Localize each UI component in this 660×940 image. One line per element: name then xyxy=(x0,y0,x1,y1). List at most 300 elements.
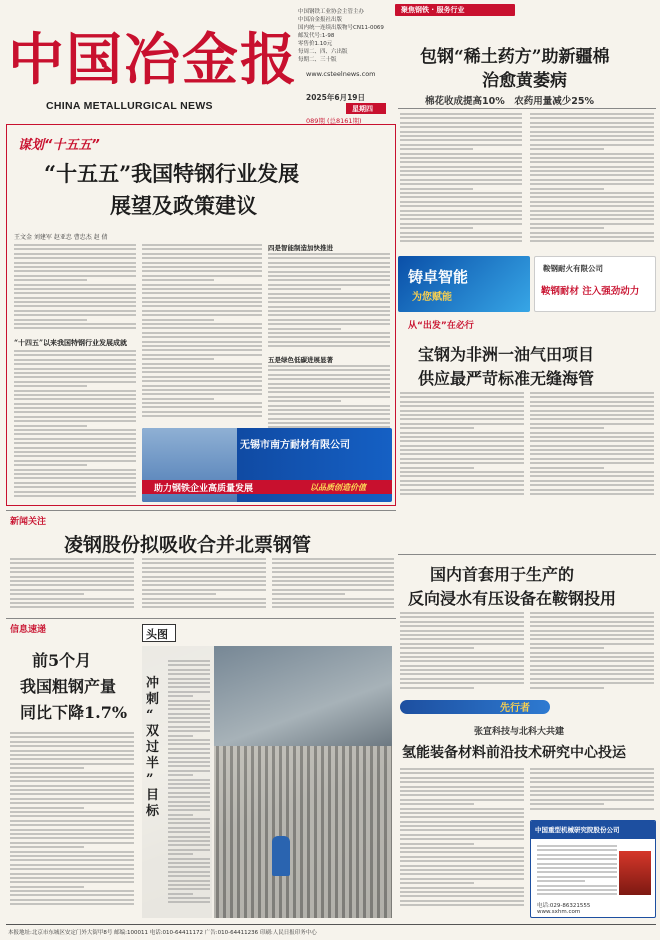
photo-tag: 头图 xyxy=(146,628,168,641)
ad-nanfang-company: 无锡市南方耐材有限公司 xyxy=(240,440,350,451)
text-line xyxy=(10,776,134,778)
text-line xyxy=(400,236,522,238)
text-line xyxy=(10,750,134,752)
pipeline-kicker: 从“出发”在必行 xyxy=(408,321,474,331)
text-line xyxy=(400,401,524,403)
text-line xyxy=(268,310,390,312)
lead-headline-1[interactable]: “十五五”我国特钢行业发展 xyxy=(44,161,300,186)
text-line xyxy=(400,405,524,407)
text-line xyxy=(530,396,654,398)
text-line xyxy=(268,391,390,393)
text-line xyxy=(168,866,210,868)
text-line xyxy=(400,489,524,491)
text-line xyxy=(268,387,390,389)
text-line xyxy=(268,288,341,290)
text-line xyxy=(142,266,262,268)
text-line xyxy=(400,196,522,198)
text-line xyxy=(142,310,262,312)
text-line xyxy=(400,161,522,163)
text-line xyxy=(268,328,341,330)
text-line xyxy=(168,822,210,824)
text-line xyxy=(400,900,524,902)
text-line xyxy=(14,433,136,435)
masthead-logo-en: CHINA METALLURGICAL NEWS xyxy=(46,100,213,112)
text-line xyxy=(400,440,524,442)
text-line xyxy=(400,781,524,783)
text-line xyxy=(400,821,524,823)
text-line xyxy=(14,403,136,405)
masthead-info-line: 零售价1.10元 xyxy=(298,41,333,47)
text-line xyxy=(10,855,134,857)
masthead-info xyxy=(298,8,390,64)
text-line xyxy=(400,183,522,185)
text-line xyxy=(14,350,136,352)
text-line xyxy=(168,796,210,798)
text-line xyxy=(168,748,210,750)
text-line xyxy=(272,580,394,582)
output-headline-1[interactable]: 前5个月 xyxy=(32,651,92,670)
text-line xyxy=(530,126,654,128)
text-line xyxy=(168,884,210,886)
pipeline-headline-1[interactable]: 宝钢为非洲一油气田项目 xyxy=(418,345,595,364)
text-line xyxy=(268,378,390,380)
ling-body xyxy=(10,558,134,611)
text-line xyxy=(10,745,134,747)
text-line xyxy=(14,327,136,329)
text-line xyxy=(400,157,522,159)
ad-heavy-machinery[interactable] xyxy=(530,820,656,918)
text-line xyxy=(530,157,654,159)
text-line xyxy=(400,652,524,654)
text-line xyxy=(142,367,262,369)
text-line xyxy=(168,708,210,710)
text-line xyxy=(142,411,262,413)
text-line xyxy=(168,783,210,785)
pioneer-headline[interactable]: 氢能装备材料前沿技术研究中心投运 xyxy=(402,745,626,761)
text-line xyxy=(142,393,262,395)
text-line xyxy=(168,743,210,745)
text-line xyxy=(142,571,266,573)
text-line xyxy=(537,893,617,895)
text-line xyxy=(400,493,524,495)
pioneer-body xyxy=(400,768,524,909)
text-line xyxy=(14,385,87,387)
ad-nanfang-slogan: 助力钢铁企业高质量发展 xyxy=(154,484,254,494)
text-line xyxy=(530,647,604,649)
text-line xyxy=(530,432,654,434)
text-line xyxy=(10,789,134,791)
text-line xyxy=(10,868,134,870)
text-line xyxy=(268,275,390,277)
text-line xyxy=(10,571,134,573)
text-line xyxy=(530,682,654,684)
text-line xyxy=(530,218,654,220)
text-line xyxy=(14,314,136,316)
text-line xyxy=(14,411,136,413)
text-line xyxy=(530,471,654,473)
text-line xyxy=(142,589,266,591)
text-line xyxy=(530,786,654,788)
text-line xyxy=(400,682,524,684)
text-line xyxy=(530,183,654,185)
text-line xyxy=(530,616,654,618)
text-line xyxy=(530,192,654,194)
text-line xyxy=(268,284,390,286)
text-line xyxy=(530,210,654,212)
text-line xyxy=(400,777,524,779)
text-line xyxy=(400,166,522,168)
text-line xyxy=(168,686,210,688)
equip-headline-2[interactable]: 反向浸水有压设备在鞍钢投用 xyxy=(408,589,617,608)
text-line xyxy=(10,567,134,569)
text-line xyxy=(400,638,524,640)
text-line xyxy=(268,413,390,415)
text-line xyxy=(10,899,134,901)
text-line xyxy=(14,354,136,356)
text-line xyxy=(530,179,654,181)
text-line xyxy=(530,467,604,469)
text-line xyxy=(10,562,134,564)
text-line xyxy=(14,381,136,383)
text-line xyxy=(168,893,193,895)
text-line xyxy=(272,598,394,600)
text-line xyxy=(400,210,522,212)
text-line xyxy=(168,836,210,838)
text-line xyxy=(142,314,262,316)
text-line xyxy=(142,402,262,404)
text-line xyxy=(537,858,617,860)
text-line xyxy=(142,349,262,351)
text-line xyxy=(400,656,524,658)
masthead-issue: 089期 (总8161期) xyxy=(306,117,362,125)
text-line xyxy=(268,409,390,411)
text-line xyxy=(10,811,134,813)
text-line xyxy=(142,593,216,595)
text-line xyxy=(400,634,524,636)
pipeline-body xyxy=(400,392,524,497)
text-line xyxy=(142,580,266,582)
text-line xyxy=(142,358,214,360)
text-line xyxy=(168,717,210,719)
text-line xyxy=(142,598,266,600)
top-story-subhead: 棉花收成提高10% 农药用量减少25% xyxy=(425,96,594,107)
text-line xyxy=(400,873,524,875)
ad-heavy-tel: 电话:029-86321555 xyxy=(537,903,591,909)
text-line xyxy=(530,153,654,155)
text-line xyxy=(530,673,654,675)
text-line xyxy=(10,589,134,591)
text-line xyxy=(168,875,210,877)
text-line xyxy=(530,794,654,796)
text-line xyxy=(530,621,654,623)
text-line xyxy=(530,131,654,133)
text-line xyxy=(530,113,654,115)
text-line xyxy=(537,880,585,882)
text-line xyxy=(14,253,136,255)
text-line xyxy=(537,867,617,869)
text-line xyxy=(10,807,84,809)
text-line xyxy=(168,761,210,763)
text-line xyxy=(14,460,136,462)
text-line xyxy=(168,660,210,662)
equip-headline-1[interactable]: 国内首套用于生产的 xyxy=(430,565,575,584)
ling-headline[interactable]: 凌钢股份拟吸收合并北票钢管 xyxy=(64,534,312,556)
text-line xyxy=(537,876,617,878)
text-line xyxy=(10,802,134,804)
text-line xyxy=(400,621,524,623)
text-line xyxy=(142,288,262,290)
text-line xyxy=(530,480,654,482)
text-line xyxy=(530,493,654,495)
text-line xyxy=(14,368,136,370)
lead-headline-2[interactable]: 展望及政策建议 xyxy=(110,193,257,218)
text-line xyxy=(10,890,134,892)
text-line xyxy=(14,495,136,497)
lead-kicker: 谋划“十五五” xyxy=(18,138,100,153)
text-line xyxy=(10,602,134,604)
text-line xyxy=(400,174,522,176)
text-line xyxy=(10,837,134,839)
text-line xyxy=(400,458,524,460)
text-line xyxy=(400,392,524,394)
text-line xyxy=(168,730,210,732)
text-line xyxy=(530,669,654,671)
output-headline-2[interactable]: 我国粗钢产量 xyxy=(20,677,117,696)
text-line xyxy=(400,625,524,627)
top-story-headline-2[interactable]: 治愈黄萎病 xyxy=(482,71,567,91)
text-line xyxy=(530,643,654,645)
text-line xyxy=(14,394,136,396)
text-line xyxy=(14,477,136,479)
pipeline-headline-2[interactable]: 供应最严苛标准无缝海管 xyxy=(418,369,595,388)
text-line xyxy=(14,469,136,471)
text-line xyxy=(14,288,136,290)
text-line xyxy=(400,808,524,810)
photo-worker xyxy=(272,836,290,876)
text-line xyxy=(168,726,210,728)
text-line xyxy=(14,359,136,361)
text-line xyxy=(530,634,654,636)
text-line xyxy=(400,673,524,675)
text-line xyxy=(400,410,524,412)
text-line xyxy=(14,310,136,312)
masthead-website[interactable]: www.csteelnews.com xyxy=(306,70,376,78)
photo-title: 冲刺“双过半”目标 xyxy=(146,676,160,819)
text-line xyxy=(168,700,210,702)
text-line xyxy=(530,410,654,412)
text-line xyxy=(168,739,210,741)
pipeline-body xyxy=(530,392,654,497)
text-line xyxy=(530,414,654,416)
text-line xyxy=(14,270,136,272)
text-line xyxy=(268,418,390,420)
text-line xyxy=(10,894,134,896)
lead-section-heading: 四是智能制造加快推进 xyxy=(268,244,333,252)
text-line xyxy=(10,576,134,578)
text-line xyxy=(400,418,524,420)
text-line xyxy=(400,878,524,880)
text-line xyxy=(14,372,136,374)
text-line xyxy=(268,262,390,264)
text-line xyxy=(268,319,390,321)
text-line xyxy=(400,396,524,398)
top-story-headline-1[interactable]: 包钢“稀土药方”助新疆棉 xyxy=(420,47,610,67)
text-line xyxy=(400,449,524,451)
text-line xyxy=(400,117,522,119)
text-line xyxy=(142,376,262,378)
text-line xyxy=(400,153,522,155)
text-line xyxy=(530,630,654,632)
text-line xyxy=(168,831,210,833)
text-line xyxy=(530,232,654,234)
text-line xyxy=(400,790,524,792)
ad-nanfang[interactable] xyxy=(142,428,392,502)
footer-info: 本报地址:北京市东城区安定门外大街甲8号 邮编:100011 电话:010-64411172 广告:010-64411236 印刷:人民日报印务中心 xyxy=(8,930,317,936)
text-line xyxy=(268,253,390,255)
lead-section-heading: “十四五”以来我国特钢行业发展成就 xyxy=(14,338,128,347)
text-line xyxy=(400,462,524,464)
text-line xyxy=(142,248,262,250)
masthead xyxy=(6,6,390,124)
text-line xyxy=(14,447,136,449)
text-line xyxy=(530,489,654,491)
ad-zhuozhuo[interactable] xyxy=(398,256,530,312)
text-line xyxy=(400,665,524,667)
text-line xyxy=(14,363,136,365)
text-line xyxy=(530,449,654,451)
text-line xyxy=(272,602,394,604)
text-line xyxy=(168,880,210,882)
output-headline-3[interactable]: 同比下降1.7% xyxy=(20,703,128,722)
output-tag: 信息速递 xyxy=(10,625,47,635)
text-line xyxy=(400,227,473,229)
text-line xyxy=(400,847,524,849)
text-line xyxy=(10,767,84,769)
text-line xyxy=(14,464,87,466)
text-line xyxy=(168,827,210,829)
text-line xyxy=(400,475,524,477)
text-line xyxy=(10,593,84,595)
text-line xyxy=(400,660,524,662)
text-line xyxy=(400,687,474,689)
text-line xyxy=(400,825,524,827)
text-line xyxy=(530,427,604,429)
text-line xyxy=(168,721,210,723)
text-line xyxy=(10,820,134,822)
text-line xyxy=(168,713,210,715)
text-line xyxy=(400,453,524,455)
text-line xyxy=(268,332,390,334)
text-line xyxy=(530,135,654,137)
text-line xyxy=(530,227,604,229)
text-line xyxy=(14,425,87,427)
text-line xyxy=(10,842,134,844)
text-line xyxy=(400,678,524,680)
text-line xyxy=(10,815,134,817)
text-line xyxy=(14,301,136,303)
text-line xyxy=(10,824,134,826)
text-line xyxy=(530,423,654,425)
text-line xyxy=(400,882,474,884)
text-line xyxy=(10,758,134,760)
text-line xyxy=(268,314,390,316)
text-line xyxy=(14,416,136,418)
text-line xyxy=(537,871,617,873)
text-line xyxy=(10,833,134,835)
text-line xyxy=(530,122,654,124)
text-line xyxy=(142,319,214,321)
text-line xyxy=(400,205,522,207)
text-line xyxy=(400,829,524,831)
text-line xyxy=(142,567,266,569)
text-line xyxy=(400,240,522,242)
text-line xyxy=(10,732,134,734)
text-line xyxy=(400,643,524,645)
text-line xyxy=(268,422,390,424)
text-line xyxy=(400,423,524,425)
text-line xyxy=(14,442,136,444)
text-line xyxy=(530,687,604,689)
text-line xyxy=(268,405,390,407)
text-line xyxy=(530,161,654,163)
text-line xyxy=(14,257,136,259)
text-line xyxy=(400,432,524,434)
text-line xyxy=(400,895,524,897)
text-line xyxy=(530,401,654,403)
text-line xyxy=(168,673,210,675)
text-line xyxy=(530,458,654,460)
text-line xyxy=(168,809,210,811)
text-line xyxy=(268,266,390,268)
lead-body xyxy=(142,244,262,420)
ad-zhuozhuo-big: 铸卓智能 xyxy=(408,268,469,286)
text-line xyxy=(400,834,524,836)
text-line xyxy=(268,396,390,398)
text-line xyxy=(530,201,654,203)
text-line xyxy=(10,741,134,743)
text-line xyxy=(14,438,136,440)
text-line xyxy=(14,244,136,246)
text-line xyxy=(142,297,262,299)
text-line xyxy=(400,803,474,805)
text-line xyxy=(168,853,193,855)
text-line xyxy=(272,606,394,608)
ad-heavy-web[interactable]: www.sxhm.com xyxy=(537,909,581,915)
text-line xyxy=(268,323,390,325)
lead-section-heading: 五是绿色低碳进展显著 xyxy=(268,356,333,364)
text-line xyxy=(530,768,654,770)
ad-angang-refractory[interactable] xyxy=(534,256,656,312)
text-line xyxy=(530,196,654,198)
text-line xyxy=(142,301,262,303)
text-line xyxy=(168,792,210,794)
text-line xyxy=(400,436,524,438)
weekday-label: 星期四 xyxy=(352,105,373,113)
text-line xyxy=(530,678,654,680)
text-line xyxy=(400,891,524,893)
text-line xyxy=(530,144,654,146)
text-line xyxy=(400,843,474,845)
text-line xyxy=(14,390,136,392)
text-line xyxy=(400,467,474,469)
text-line xyxy=(400,647,474,649)
text-line xyxy=(14,482,136,484)
text-line xyxy=(400,616,524,618)
text-line xyxy=(530,777,654,779)
text-line xyxy=(400,131,522,133)
masthead-info-line: 每周二、四、六出版 xyxy=(298,49,348,55)
text-line xyxy=(268,336,390,338)
